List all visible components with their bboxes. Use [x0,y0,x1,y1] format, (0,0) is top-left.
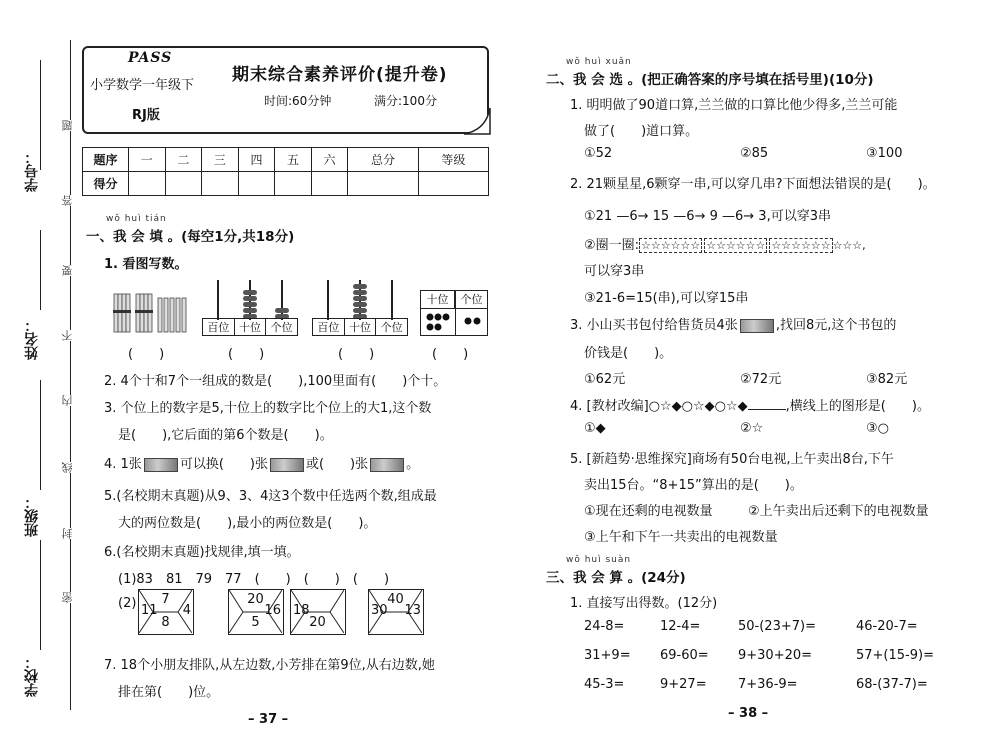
option[interactable]: ②72元 [740,372,782,387]
page-curl-icon [462,106,492,136]
question-1-3-line1: 3. 个位上的数字是5,十位上的数字比个位上的大1,这个数 [104,401,432,416]
envelope-bottom-number: 8 [161,615,170,630]
score-input-cell[interactable] [238,172,275,196]
calc-item[interactable]: 9+30+20= [738,648,813,663]
option[interactable]: ②上午卖出后还剩下的电视数量 [748,504,929,519]
question-1-5-line1: 5.(名校期末真题)从9、3、4这3个数中任选两个数,组成最 [104,489,437,504]
q3-part-a: 3. 小山买书包付给售货员4张 [570,318,738,333]
school-label: 学校： [24,655,40,697]
question-1-3-line2: 是( ),它后面的第6个数是( )。 [118,428,333,443]
section3-title: 三、我 会 算 。(24分) [546,570,686,586]
name-underline[interactable] [40,230,41,310]
binding-word: 不 [61,330,74,341]
abacus-1 [202,278,298,336]
score-table [82,147,489,196]
abacus-tens-label: 十位 [235,319,267,335]
score-input-cell[interactable] [275,172,312,196]
option[interactable]: ③82元 [866,372,908,387]
section2-pinyin: wǒ huì xuǎn [566,57,632,67]
abacus-ones-label: 个位 [380,321,403,334]
class-underline[interactable] [40,380,41,490]
table-cell: 一 [129,148,166,172]
calc-item[interactable]: 12-4= [660,619,701,634]
tens-dots-icon [423,311,453,333]
q4-sequence: 4. [教材改编]○☆◆○☆◆○☆◆ [570,399,748,414]
q3-part-b: ,找回8元,这个书包的 [775,318,897,333]
question-1-7-line1: 7. 18个小朋友排队,从左边数,小芳排在第9位,从右边数,她 [104,658,435,673]
class-label: 班级： [24,495,40,537]
option[interactable]: ①62元 [584,372,626,387]
binding-word: 内 [61,395,74,406]
school-underline[interactable] [40,540,41,650]
question-2-3-line2: 价钱是( )。 [584,346,673,361]
calc-item[interactable]: 50-(23+7)= [738,619,816,634]
question-1-5-line2: 大的两位数是( ),最小的两位数是( )。 [118,516,377,531]
envelope-top-number: 20 [247,592,264,607]
answer-blank[interactable]: ( ) [432,347,469,362]
binding-word: 密 [61,592,74,603]
section2-title: 二、我 会 选 。(把正确答案的序号填在括号里)(10分) [546,72,874,88]
envelope [368,589,424,635]
pass-logo: PASS [128,50,173,66]
abacus-tens-label: 十位 [345,319,377,335]
bundled-sticks-icon [112,290,192,336]
question-1-6-1: (1)83 81 79 77 ( ) ( ) ( ) [118,572,390,587]
envelope-top-number: 40 [387,592,404,607]
option[interactable]: ③○ [866,421,889,436]
student-id-label: 学号： [24,150,40,192]
option[interactable]: ③21-6=15(串),可以穿15串 [584,291,749,306]
table-cell: 二 [165,148,202,172]
score-input-cell[interactable] [129,172,166,196]
question-1-6: 6.(名校期末真题)找规律,填一填。 [104,545,300,560]
question-1-1: 1. 看图写数。 [104,257,188,272]
question-2-3-line1 [570,314,896,333]
score-input-cell[interactable] [311,172,348,196]
abacus-hundreds-label: 百位 [203,319,235,335]
binding-line [70,40,71,710]
q4-part-a: 4. 1张 [104,457,142,472]
exam-full-score: 满分:100分 [374,94,437,108]
score-input-cell[interactable] [418,172,488,196]
option[interactable]: ①21 —6→ 15 —6→ 9 —6→ 3,可以穿3串 [584,209,831,224]
question-1-7-line2: 排在第( )位。 [118,685,220,700]
exam-time: 时间:60分钟 [264,94,332,108]
envelope-bottom-number: 20 [309,615,326,630]
binding-word: 题 [61,120,74,131]
q2-circle-label: ②圈一圈: [584,238,640,253]
exam-header [82,46,489,134]
place-value-chart [420,290,488,336]
name-label: 姓名： [24,318,40,360]
calc-item[interactable]: 31+9= [584,648,631,663]
question-1-4 [104,453,419,472]
calc-item[interactable]: 45-3= [584,677,625,692]
table-cell: 六 [311,148,348,172]
star-group: ☆☆☆☆☆☆ [771,239,831,252]
star-remainder: ☆☆☆, [832,239,866,252]
ones-dots-icon [457,311,487,333]
answer-blank[interactable]: ( ) [128,347,165,362]
binding-word: 答 [61,195,74,206]
banknote-icon [740,319,774,333]
table-cell: 三 [202,148,239,172]
envelope [228,589,284,635]
option-circle-stars[interactable] [584,234,866,253]
banknote-icon [270,458,304,472]
score-table-score-row [83,172,489,196]
question-2-1-line1: 1. 明明做了90道口算,兰兰做的口算比他少得多,兰兰可能 [570,98,898,113]
envelope-left-number: 11 [141,603,158,618]
binding-word: 要 [61,265,74,276]
grade-label: 小学数学一年级下 [90,78,195,93]
question-3-1: 1. 直接写出得数。(12分) [570,596,718,611]
page-number-left: – 37 – [248,712,289,727]
answer-blank[interactable]: ( ) [228,347,265,362]
version-label: RJ版 [132,108,160,123]
question-2-5-line1: 5. [新趋势·思维探究]商场有50台电视,上午卖出8台,下午 [570,452,894,467]
table-cell: 五 [275,148,312,172]
calc-item[interactable]: 68-(37-7)= [856,677,928,692]
banknote-icon [144,458,178,472]
calc-item[interactable]: 69-60= [660,648,709,663]
envelope-top-number: 7 [161,592,170,607]
calc-item[interactable]: 57+(15-9)= [856,648,934,663]
calc-item[interactable]: 24-8= [584,619,625,634]
section3-pinyin: wǒ huì suàn [566,555,632,565]
envelope-right-number: 16 [264,603,281,618]
table-cell: 四 [238,148,275,172]
envelope [290,589,346,635]
table-cell: 总分 [348,148,418,172]
option[interactable]: ①52 [584,146,613,161]
binding-word: 线 [61,462,74,473]
calc-item[interactable]: 46-20-7= [856,619,918,634]
question-2-4 [570,395,930,414]
calc-item[interactable]: 7+36-9= [738,677,798,692]
binding-word: 封 [61,528,74,539]
question-2-2: 2. 21颗星星,6颗穿一串,可以穿几串?下面想法错误的是( )。 [570,177,936,192]
tens-label: 十位 [421,291,455,309]
envelope-left-number: 30 [371,603,388,618]
section1-title: 一、我 会 填 。(每空1分,共18分) [86,229,295,245]
envelope-left-number: 18 [293,603,310,618]
option[interactable]: ②☆ [740,421,764,436]
question-2-1-line2: 做了( )道口算。 [584,124,699,139]
ones-label: 个位 [455,291,488,309]
question-1-6-2: (2) [118,596,137,611]
envelope-bottom-number: 5 [251,615,260,630]
question-2-5-line2: 卖出15台。“8+15”算出的是( )。 [584,478,803,493]
q4-prompt: ,横线上的图形是( )。 [785,399,930,414]
star-group: ☆☆☆☆☆☆ [641,239,701,252]
table-cell: 等级 [418,148,488,172]
envelope-right-number: 13 [404,603,421,618]
option[interactable]: ②85 [740,146,769,161]
star-group: ☆☆☆☆☆☆ [706,239,766,252]
option[interactable]: ①◆ [584,421,606,436]
banknote-icon [370,458,404,472]
option[interactable]: ①现在还剩的电视数量 [584,504,713,519]
score-table-header-row [83,148,489,172]
score-input-cell[interactable] [348,172,418,196]
score-input-cell[interactable] [165,172,202,196]
calc-item[interactable]: 9+27= [660,677,707,692]
envelope [138,589,194,635]
answer-line[interactable] [748,398,786,410]
q4-part-b: 可以换( )张 [179,457,268,472]
abacus-hundreds-label: 百位 [313,319,345,335]
option[interactable]: ③上午和下午一共卖出的电视数量 [584,530,778,545]
table-cell: 题序 [83,148,129,172]
score-input-cell[interactable] [202,172,239,196]
q4-part-d: 。 [406,457,420,472]
abacus-ones-label: 个位 [270,321,293,334]
option-text: 可以穿3串 [584,264,645,279]
question-1-2: 2. 4个十和7个一组成的数是( ),100里面有( )个十。 [104,374,447,389]
answer-blank[interactable]: ( ) [338,347,375,362]
abacus-2 [312,278,408,336]
section1-pinyin: wǒ huì tián [106,214,167,224]
table-cell: 得分 [83,172,129,196]
envelope-right-number: 4 [182,603,191,618]
q4-part-c: 或( )张 [305,457,369,472]
page-number-right: – 38 – [728,706,769,721]
exam-title: 期末综合素养评价(提升卷) [232,65,448,85]
option[interactable]: ③100 [866,146,903,161]
